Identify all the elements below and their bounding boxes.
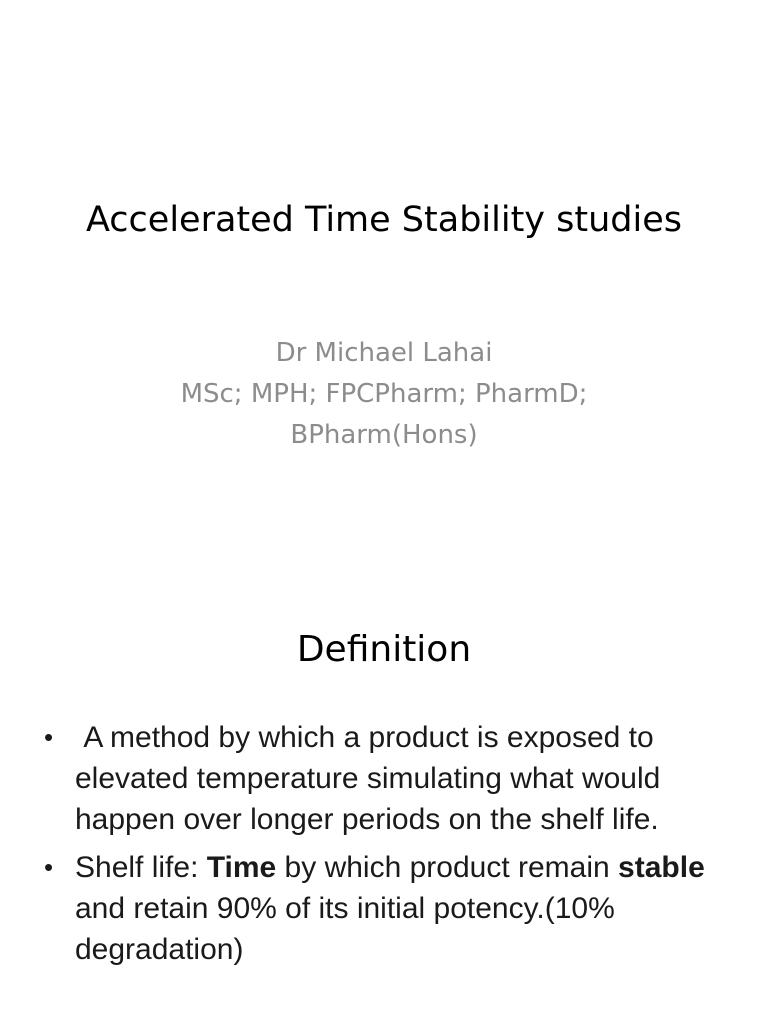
bullet-list (44, 717, 712, 977)
author-credentials: MSc; MPH; FPCPharm; PharmD; (180, 379, 588, 409)
bold-term-time: Time (206, 851, 277, 884)
bullet-icon: • (44, 722, 54, 752)
author-name: Dr Michael Lahai (275, 338, 493, 368)
bullet-text-part: and retain 90% of its initial potency.(10% degradation) (75, 892, 615, 966)
bullet-text-part: by which product remain (276, 851, 619, 884)
bullet-text-part: Shelf life: (75, 851, 207, 884)
bold-term-stable: stable (618, 851, 705, 884)
slide-title: Accelerated Time Stability studies (85, 200, 682, 240)
author-credentials-cont: BPharm(Hons) (290, 420, 478, 450)
bullet-text: A method by which a product is exposed to elevated temperature simulating what would happen over longer periods on the shelf life. (75, 721, 669, 836)
bullet-icon: • (44, 852, 54, 882)
definition-slide (0, 576, 768, 1024)
bullet-item (44, 717, 712, 840)
bullet-text (75, 851, 705, 966)
slide-subtitle (84, 333, 684, 456)
slide-heading: Definition (296, 629, 472, 670)
bullet-item (44, 847, 712, 970)
